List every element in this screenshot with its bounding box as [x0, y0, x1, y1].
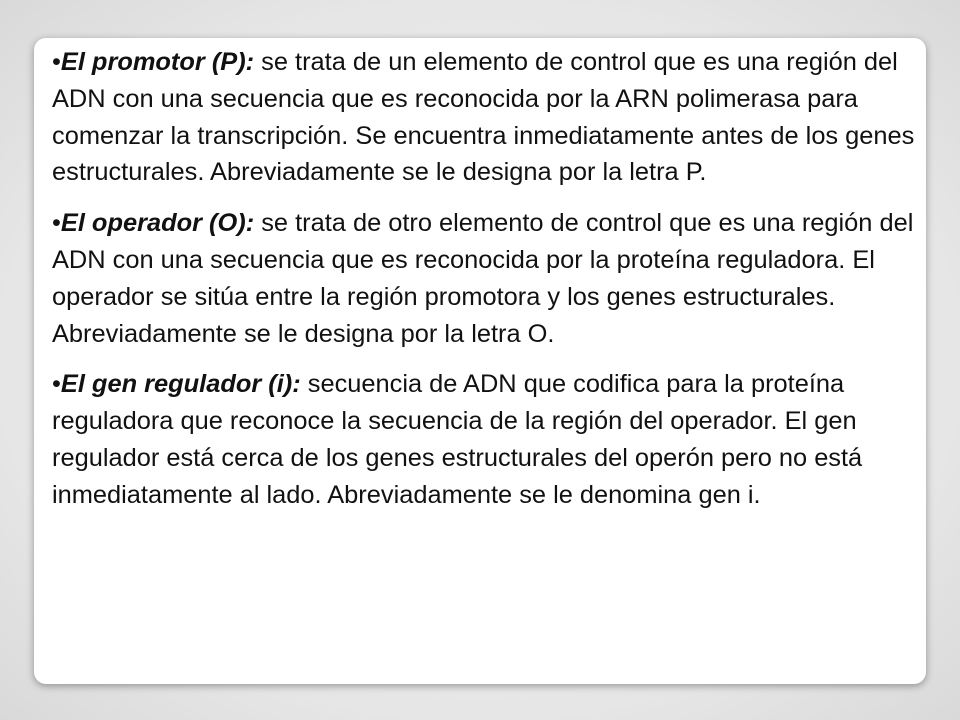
definition-gen-regulador: secuencia de ADN que codifica para la proteína reguladora que reconoce la secuencia de la región del operador. El gen regulador está cerca de los genes estructurales del operón pero no está inmediatamente al lado. Abreviadamente se le denomina gen i. — [52, 370, 863, 509]
paragraph-operador — [52, 205, 918, 352]
paragraph-promotor — [52, 44, 918, 191]
paragraph-gen-regulador — [52, 366, 918, 513]
bullet-marker: • — [52, 48, 61, 76]
slide-content-card — [34, 38, 926, 684]
term-gen-regulador: El gen regulador (i): — [60, 370, 301, 399]
definition-operador: se trata de otro elemento de control que es una región del ADN con una secuencia que es reconocida por la proteína reguladora. El operador se sitúa entre la región promotora y los genes estructurales. Abreviadamente se le designa por la letra O. — [52, 209, 914, 348]
bullet-marker: • — [52, 370, 61, 399]
bullet-marker: • — [52, 209, 61, 238]
definition-promotor: se trata de un elemento de control que es una región del ADN con una secuencia que es reconocida por la ARN polimerasa para comenzar la transcripción. Se encuentra inmediatamente antes de los genes estructurales. Abreviadamente se le designa por la letra P. — [52, 48, 915, 187]
term-operador: El operador (O): — [60, 209, 255, 238]
term-promotor: El promotor (P): — [60, 48, 255, 76]
